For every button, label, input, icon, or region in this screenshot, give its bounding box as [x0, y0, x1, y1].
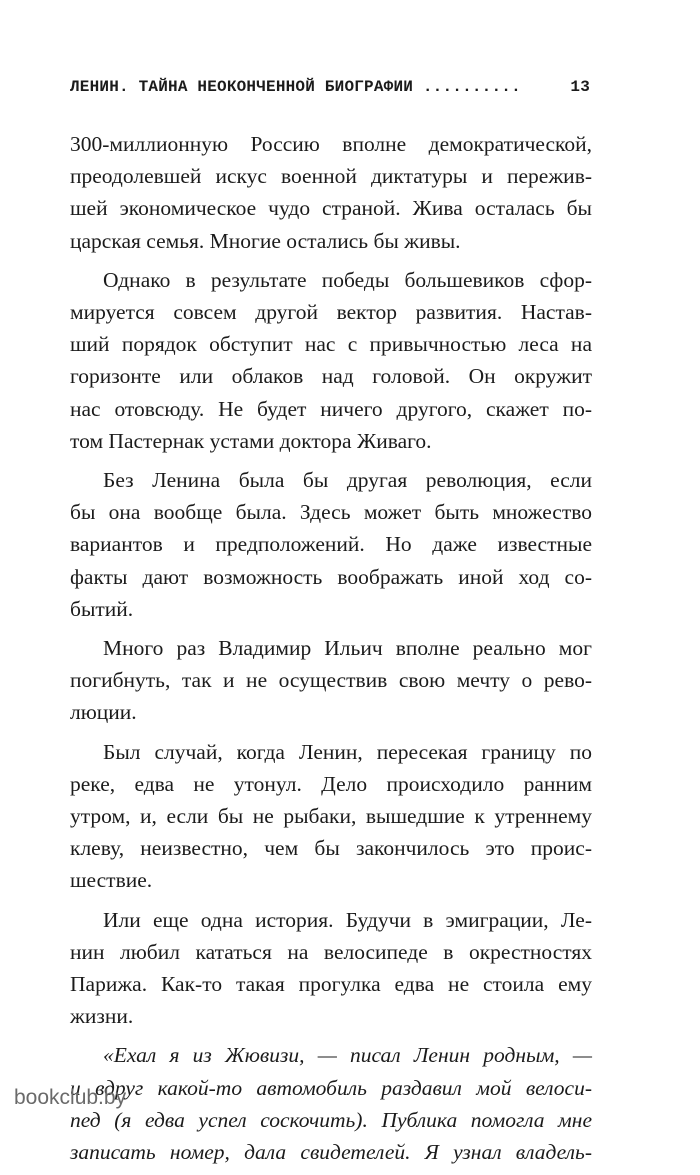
quote-line: пед (я едва успел соскочить). Публика помогла мне: [70, 1107, 592, 1132]
paragraph: [70, 736, 592, 897]
page-number: 13: [570, 78, 590, 96]
text-line: бы она вообще была. Здесь может быть множество: [70, 500, 592, 525]
book-title: ЛЕНИН. ТАЙНА НЕОКОНЧЕННОЙ БИОГРАФИИ: [70, 78, 414, 96]
paragraph: [70, 128, 592, 257]
text-line: погибнуть, так и не осуществив свою мечту о рево-: [70, 668, 592, 693]
dot-leader: ..........: [422, 78, 521, 96]
text-line: Парижа. Как-то такая прогулка едва не стоила ему: [70, 972, 592, 997]
text-line: люции.: [70, 700, 137, 725]
text-line: реке, едва не утонул. Дело происходило ранним: [70, 771, 592, 796]
text-line: нас отовсюду. Не будет ничего другого, скажет по-: [70, 396, 592, 421]
text-line: 300-миллионную Россию вполне демократической,: [70, 132, 592, 156]
text-line: шей экономическое чудо страной. Жива осталась бы: [70, 196, 592, 221]
paragraph: [70, 632, 592, 729]
text-line: Был случай, когда Ленин, пересекая границу по: [103, 739, 592, 764]
text-line: утром, и, если бы не рыбаки, вышедшие к утреннему: [70, 804, 592, 829]
quote-line: и вдруг какой-то автомобиль раздавил мой велоси-: [70, 1075, 592, 1100]
text-line: том Пастернак устами доктора Живаго.: [70, 428, 432, 453]
quote-line: «Ехал я из Жювизи, — писал Ленин родным, —: [103, 1043, 592, 1068]
text-line: Без Ленина была бы другая революция, если: [103, 468, 592, 493]
running-header: [70, 78, 590, 96]
text-line: царская семья. Многие остались бы живы.: [70, 228, 461, 253]
paragraph: [70, 464, 592, 625]
text-line: факты дают возможность воображать иной ход со-: [70, 564, 592, 589]
quote-paragraph: [70, 1039, 592, 1168]
page-body: [70, 128, 592, 1175]
text-line: ший порядок обступит нас с привычностью леса на: [70, 332, 592, 357]
watermark: bookclub.by: [14, 1086, 127, 1109]
text-line: преодолевшей искус военной диктатуры и пережив-: [70, 164, 592, 189]
text-line: Много раз Владимир Ильич вполне реально мог: [103, 636, 592, 661]
text-line: вариантов и предположений. Но даже известные: [70, 532, 592, 557]
text-line: шествие.: [70, 868, 153, 893]
quote-line: записать номер, дала свидетелей. Я узнал владель-: [70, 1140, 592, 1165]
text-line: Однако в результате победы большевиков сфор-: [103, 267, 592, 292]
text-line: жизни.: [70, 1004, 134, 1029]
text-line: нин любил кататься на велосипеде в окрестностях: [70, 939, 592, 964]
text-line: горизонте или облаков над головой. Он окружит: [70, 364, 592, 389]
text-line: мируется совсем другой вектор развития. Настав-: [70, 300, 592, 325]
paragraph: [70, 264, 592, 457]
paragraph: [70, 904, 592, 1033]
text-line: Или еще одна история. Будучи в эмиграции, Ле-: [103, 907, 592, 932]
text-line: бытий.: [70, 596, 134, 621]
text-line: клеву, неизвестно, чем бы закончилось это проис-: [70, 836, 592, 861]
